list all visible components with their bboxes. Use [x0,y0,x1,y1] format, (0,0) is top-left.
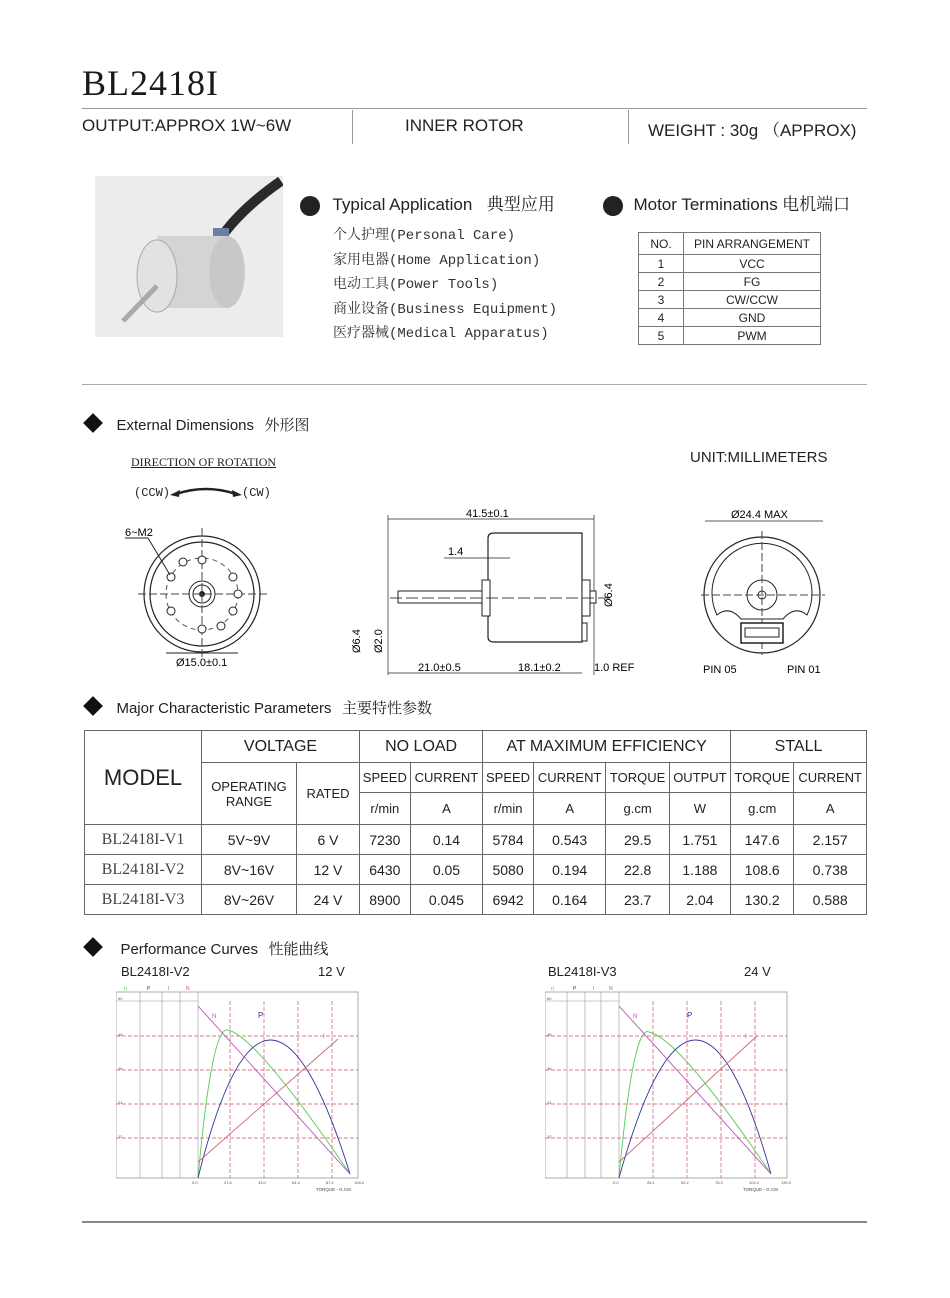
side-view-drawing [340,505,640,680]
bullet-icon [603,196,623,216]
pin-table: NO. PIN ARRANGEMENT 1 VCC 2 FG 3 CW/CCW 4 GND 5 PWM [638,232,821,345]
application-heading: Typical Application 典型应用 [300,190,555,216]
application-item: 商业设备(Business Equipment) [333,301,558,318]
svg-text:TORQUE - G.CM: TORQUE - G.CM [316,1187,351,1192]
bullet-icon [300,196,320,216]
product-photo [95,176,283,337]
svg-text:P: P [147,986,151,992]
application-item: 个人护理(Personal Care) [333,228,516,244]
svg-text:I: I [745,1034,747,1040]
svg-text:η: η [124,986,127,992]
application-item: 医疗器械(Medical Apparatus) [333,326,549,342]
application-item: 家用电器(Home Application) [333,252,541,269]
chart-v3 [545,984,795,1194]
parameters-heading: Major Characteristic Parameters 主要特性参数 [86,697,432,718]
svg-text:N: N [212,1014,217,1020]
svg-text:24: 24 [547,1100,552,1105]
svg-text:P: P [258,1011,264,1020]
footer-divider [82,1221,867,1223]
ccw-label: (CCW) [134,486,171,500]
diamond-bullet-icon [83,413,103,433]
curves-heading: Performance Curves 性能曲线 [86,938,328,959]
output-spec: OUTPUT:APPROX 1W~6W [82,116,292,135]
cw-label: (CW) [242,486,271,500]
svg-text:1.0 REF: 1.0 REF [594,662,635,674]
parameters-table: MODEL VOLTAGE NO LOAD AT MAXIMUM EFFICIENCY STALL OPERATING RANGE RATED SPEED CURRENT SPEED CURRENT TORQUE OUTPUT TORQUE CURRENT r/min A r/min A g.cm W g.cm A BL2418I-V1 5V~9V 6 V 7230 0.14 5784 0.543 29.5 1.751 147.6 2.157 BL2418I-V2 8V~16V 12 V 6430 0.05 5080 0.194 22.8 1.188 108.6 0.738 BL2418I-V3 8V~26V 24 V 8900 0.045 6942 0.164 23.7 2.04 130.2 0.588 [84,730,867,915]
svg-text:PIN 01: PIN 01 [787,664,821,676]
svg-text:130.5: 130.5 [781,1180,792,1185]
header-divider-2 [628,110,629,144]
diamond-bullet-icon [83,696,103,716]
section-divider [82,384,867,385]
svg-text:78.3: 78.3 [715,1180,723,1185]
svg-text:21.6: 21.6 [224,1180,232,1185]
chart-v2 [116,984,366,1194]
svg-text:Ø2.0: Ø2.0 [373,629,385,653]
svg-text:48: 48 [547,1032,552,1037]
svg-text:12: 12 [547,1134,552,1139]
pin-row: 1 VCC [639,255,821,273]
svg-text:0.0: 0.0 [192,1180,198,1185]
svg-text:24: 24 [118,1100,123,1105]
svg-text:52.2: 52.2 [681,1180,689,1185]
header-divider [82,108,867,109]
page-title: BL2418I [82,63,219,103]
svg-text:87.2: 87.2 [326,1180,334,1185]
terminations-heading: Motor Terminations 电机端口 [603,190,850,216]
svg-text:Ø6.4: Ø6.4 [603,583,615,607]
chart-v3-model: BL2418I-V3 [548,964,617,979]
pin-row: 5 PWM [639,327,821,345]
svg-text:6~M2: 6~M2 [125,527,153,539]
front-view-drawing [110,520,270,680]
svg-text:N: N [633,1014,638,1020]
svg-text:0.0: 0.0 [613,1180,619,1185]
svg-text:TORQUE - G.CM: TORQUE - G.CM [743,1187,778,1192]
svg-text:P: P [573,986,577,992]
svg-text:I: I [168,986,170,992]
rotor-spec: INNER ROTOR [405,116,524,135]
svg-text:36: 36 [118,1066,123,1071]
svg-text:104.4: 104.4 [749,1180,760,1185]
svg-text:Ø24.4 MAX: Ø24.4 MAX [731,509,788,521]
header-divider-1 [352,110,353,144]
svg-text:N: N [609,986,613,992]
svg-text:η: η [551,986,554,992]
weight-spec: WEIGHT : 30g （APPROX) [648,121,857,140]
rotation-label: DIRECTION OF ROTATION [131,455,277,469]
svg-text:18.1±0.2: 18.1±0.2 [518,662,561,674]
svg-text:108.0: 108.0 [354,1180,365,1185]
table-row: BL2418I-V1 5V~9V 6 V 7230 0.14 5784 0.543 29.5 1.751 147.6 2.157 [85,825,867,855]
svg-text:26.1: 26.1 [647,1180,655,1185]
svg-text:21.0±0.5: 21.0±0.5 [418,662,461,674]
dimensions-heading: External Dimensions 外形图 [86,414,309,435]
svg-text:60: 60 [118,996,123,1001]
svg-text:12: 12 [118,1134,123,1139]
rotation-arrow-icon [170,484,242,500]
table-row: BL2418I-V3 8V~26V 24 V 8900 0.045 6942 0.164 23.7 2.04 130.2 0.588 [85,885,867,915]
svg-text:43.0: 43.0 [258,1180,266,1185]
application-item: 电动工具(Power Tools) [333,277,499,293]
chart-v2-voltage: 12 V [318,964,345,979]
svg-text:I: I [593,986,595,992]
svg-text:60: 60 [547,996,552,1001]
svg-text:48: 48 [118,1032,123,1037]
chart-v3-voltage: 24 V [744,964,771,979]
svg-text:64.4: 64.4 [292,1180,300,1185]
svg-text:PIN 05: PIN 05 [703,664,737,676]
chart-v2-model: BL2418I-V2 [121,964,190,979]
application-list [333,224,557,347]
pin-row: 3 CW/CCW [639,291,821,309]
pin-row: 4 GND [639,309,821,327]
table-row: BL2418I-V2 8V~16V 12 V 6430 0.05 5080 0.194 22.8 1.188 108.6 0.738 [85,855,867,885]
unit-label: UNIT:MILLIMETERS [690,449,828,466]
svg-text:1.4: 1.4 [448,546,464,558]
pcd-label: Ø15.0±0.1 [176,657,228,669]
pin-row: 2 FG [639,273,821,291]
diamond-bullet-icon [83,937,103,957]
svg-text:36: 36 [547,1066,552,1071]
svg-text:I: I [323,1034,325,1040]
rear-view-drawing [695,505,835,680]
svg-text:P: P [687,1011,693,1020]
svg-text:Ø6.4: Ø6.4 [351,629,363,653]
svg-text:N: N [186,986,190,992]
svg-text:41.5±0.1: 41.5±0.1 [466,508,509,520]
